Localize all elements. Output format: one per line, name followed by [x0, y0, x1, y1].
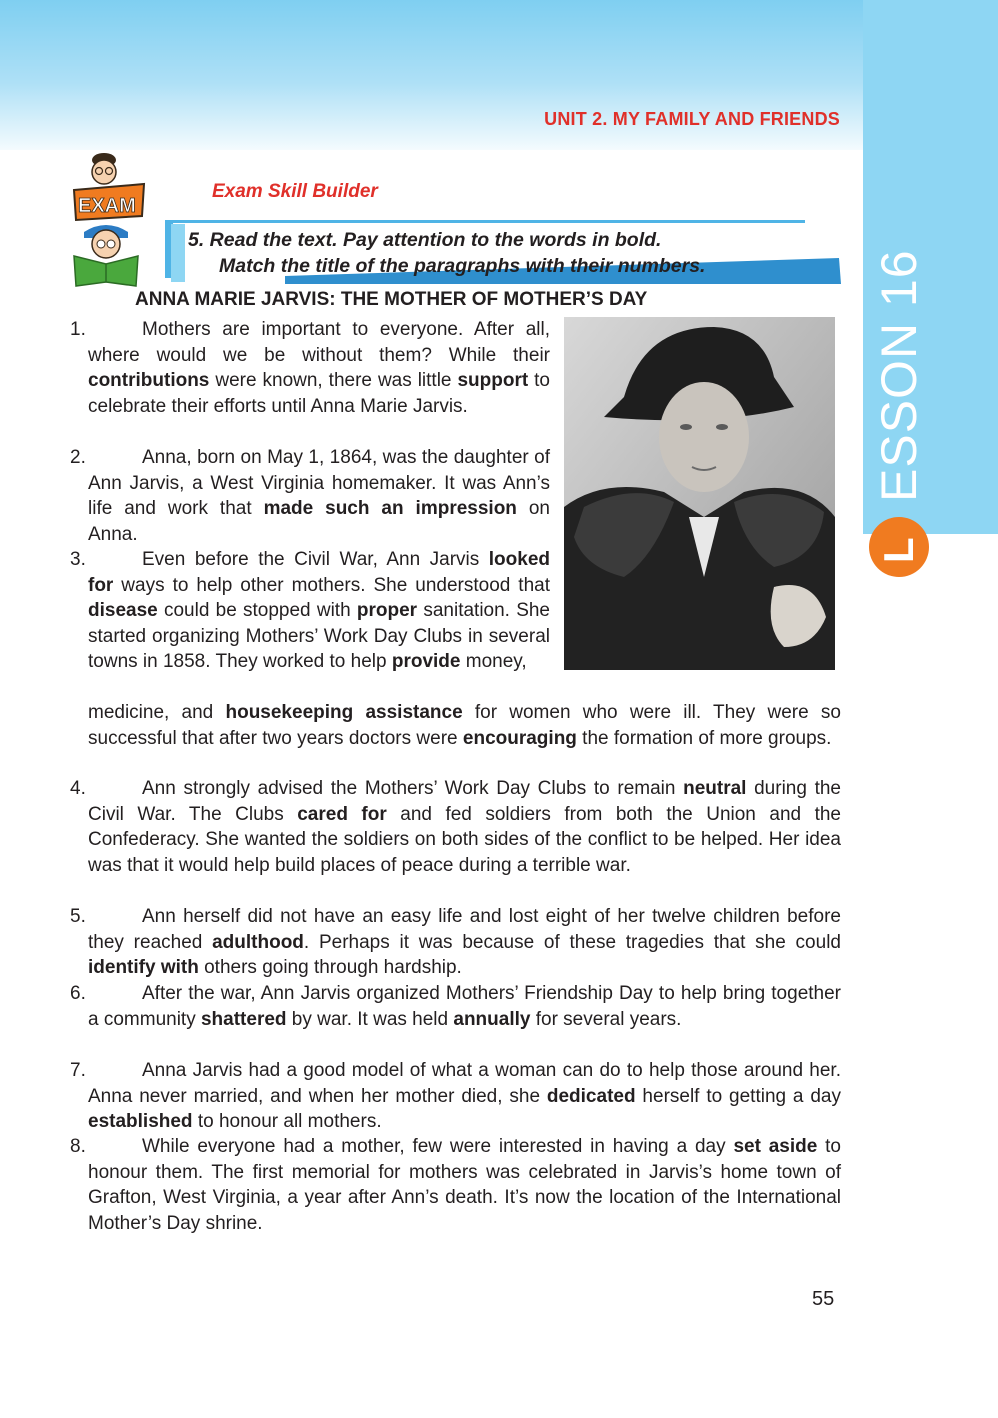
text-segment: Mothers are important to everyone. After all, where would we be without them? While their — [88, 319, 550, 366]
paragraph-number: 8. — [70, 1136, 86, 1157]
bold-term: cared for — [297, 803, 387, 825]
text-segment: for women who were ill. They were so successful that after two years doctors were — [88, 702, 841, 749]
text-segment: to honour all mothers. — [192, 1111, 382, 1132]
text-segment: Anna, born on May 1, 1864, was the daughter of Ann Jarvis, a West Virginia homemaker. It was Ann’s life and work that — [88, 447, 550, 519]
bold-term: provide — [391, 651, 461, 672]
text-segment: medicine, and — [88, 702, 226, 723]
bold-term: contributions — [88, 370, 210, 391]
text-segment: Anna Jarvis had a good model of what a woman can do to help those around her. Anna never married, and when her mother died, she — [88, 1060, 841, 1107]
bold-term: housekeeping assistance — [225, 702, 463, 723]
text-segment: were known, there was little — [209, 370, 458, 391]
paragraph-number: 7. — [70, 1060, 86, 1081]
text-segment: herself to getting a day — [635, 1085, 841, 1107]
paragraph-text — [88, 547, 550, 675]
article-title: ANNA MARIE JARVIS: THE MOTHER OF MOTHER’S DAY — [135, 289, 648, 310]
bold-term: proper — [356, 600, 418, 621]
paragraph-text — [88, 981, 841, 1032]
paragraph — [70, 445, 841, 547]
paragraph-text — [88, 317, 550, 419]
paragraph-text — [88, 1134, 841, 1236]
paragraph-number: 2. — [70, 447, 86, 468]
text-segment: After the war, Ann Jarvis organized Mothers’ Friendship Day to help bring together a community — [88, 983, 841, 1030]
paragraph — [70, 981, 841, 1032]
paragraph — [70, 776, 841, 878]
bold-term: disease — [88, 600, 158, 621]
paragraph — [70, 1134, 841, 1236]
paragraph-text — [88, 776, 841, 878]
bold-term: set aside — [733, 1136, 818, 1157]
bold-term: shattered — [200, 1008, 287, 1030]
text-segment: to honour them. The first memorial for mothers was celebrated in Jarvis’s home town of Grafton, West Virginia, a year after Ann’s death. It’s now the location of the International Mother’s Day shrine. — [88, 1136, 842, 1234]
paragraph-text — [88, 700, 841, 751]
bold-term: looked for — [88, 549, 550, 596]
paragraph-number: 4. — [70, 778, 86, 799]
paragraph-number: 1. — [70, 319, 86, 340]
task-line-1: 5. Read the text. Pay attention to the words in bold. — [188, 229, 662, 251]
bold-term: made such an impression — [263, 498, 517, 519]
text-segment: the formation of more groups. — [576, 727, 832, 749]
text-segment: ways to help other mothers. She understood that — [113, 574, 550, 596]
lesson-letter-text: L — [875, 537, 922, 563]
text-segment: to celebrate their efforts until Anna Marie Jarvis. — [88, 370, 550, 417]
text-segment: by war. It was held — [286, 1008, 454, 1030]
bold-term: neutral — [683, 778, 747, 799]
text-segment: during the Civil War. The Clubs — [88, 778, 841, 825]
page-number: 55 — [812, 1288, 835, 1310]
lesson-label-text: ESSON 16 — [871, 249, 927, 502]
text-segment: for several years. — [530, 1008, 682, 1030]
bold-term: adulthood — [212, 931, 304, 953]
bold-term: annually — [453, 1008, 531, 1030]
unit-title: UNIT 2. MY FAMILY AND FRIENDS — [544, 109, 840, 129]
text-segment: money, — [460, 651, 527, 672]
paragraph — [70, 904, 841, 981]
text-segment: and fed soldiers from both the Union and the Confederacy. She wanted the soldiers on both sides of the conflict to be helped. Her idea was that it would help build places of peace during a terrible war. — [88, 803, 841, 876]
text-segment: on Anna. — [88, 498, 550, 545]
text-segment: Ann strongly advised the Mothers’ Work Day Clubs to remain — [142, 778, 684, 799]
paragraph-text — [88, 445, 550, 547]
section-title: Exam Skill Builder — [212, 181, 378, 202]
bold-term: encouraging — [462, 727, 577, 749]
text-segment: . Perhaps it was because of these tragedies that she could — [303, 931, 841, 953]
text-segment: others going through hardship. — [198, 957, 462, 978]
paragraph — [70, 1058, 841, 1135]
paragraph — [70, 547, 841, 675]
bold-term: identify with — [88, 957, 199, 978]
bold-term: dedicated — [546, 1085, 636, 1107]
exam-logo-text: EXAM — [78, 195, 136, 217]
bold-term: established — [88, 1111, 193, 1132]
paragraph-number: 6. — [70, 983, 86, 1004]
paragraph-text — [88, 904, 841, 981]
bold-term: support — [457, 370, 529, 391]
paragraph-number: 3. — [70, 549, 86, 570]
text-segment: Even before the Civil War, Ann Jarvis — [142, 549, 489, 570]
paragraph — [70, 317, 841, 419]
paragraph — [70, 700, 841, 751]
task-line-2: Match the title of the paragraphs with their numbers. — [219, 255, 706, 277]
text-segment: While everyone had a mother, few were interested in having a day — [142, 1136, 734, 1157]
text-segment: sanitation. She started organizing Mothers’ Work Day Clubs in several towns in 1858. They worked to help — [88, 600, 550, 672]
text-segment: could be stopped with — [157, 600, 357, 621]
paragraph-number: 5. — [70, 906, 86, 927]
text-segment: Ann herself did not have an easy life and lost eight of her twelve children before they reached — [88, 906, 841, 953]
paragraph-text — [88, 1058, 841, 1135]
